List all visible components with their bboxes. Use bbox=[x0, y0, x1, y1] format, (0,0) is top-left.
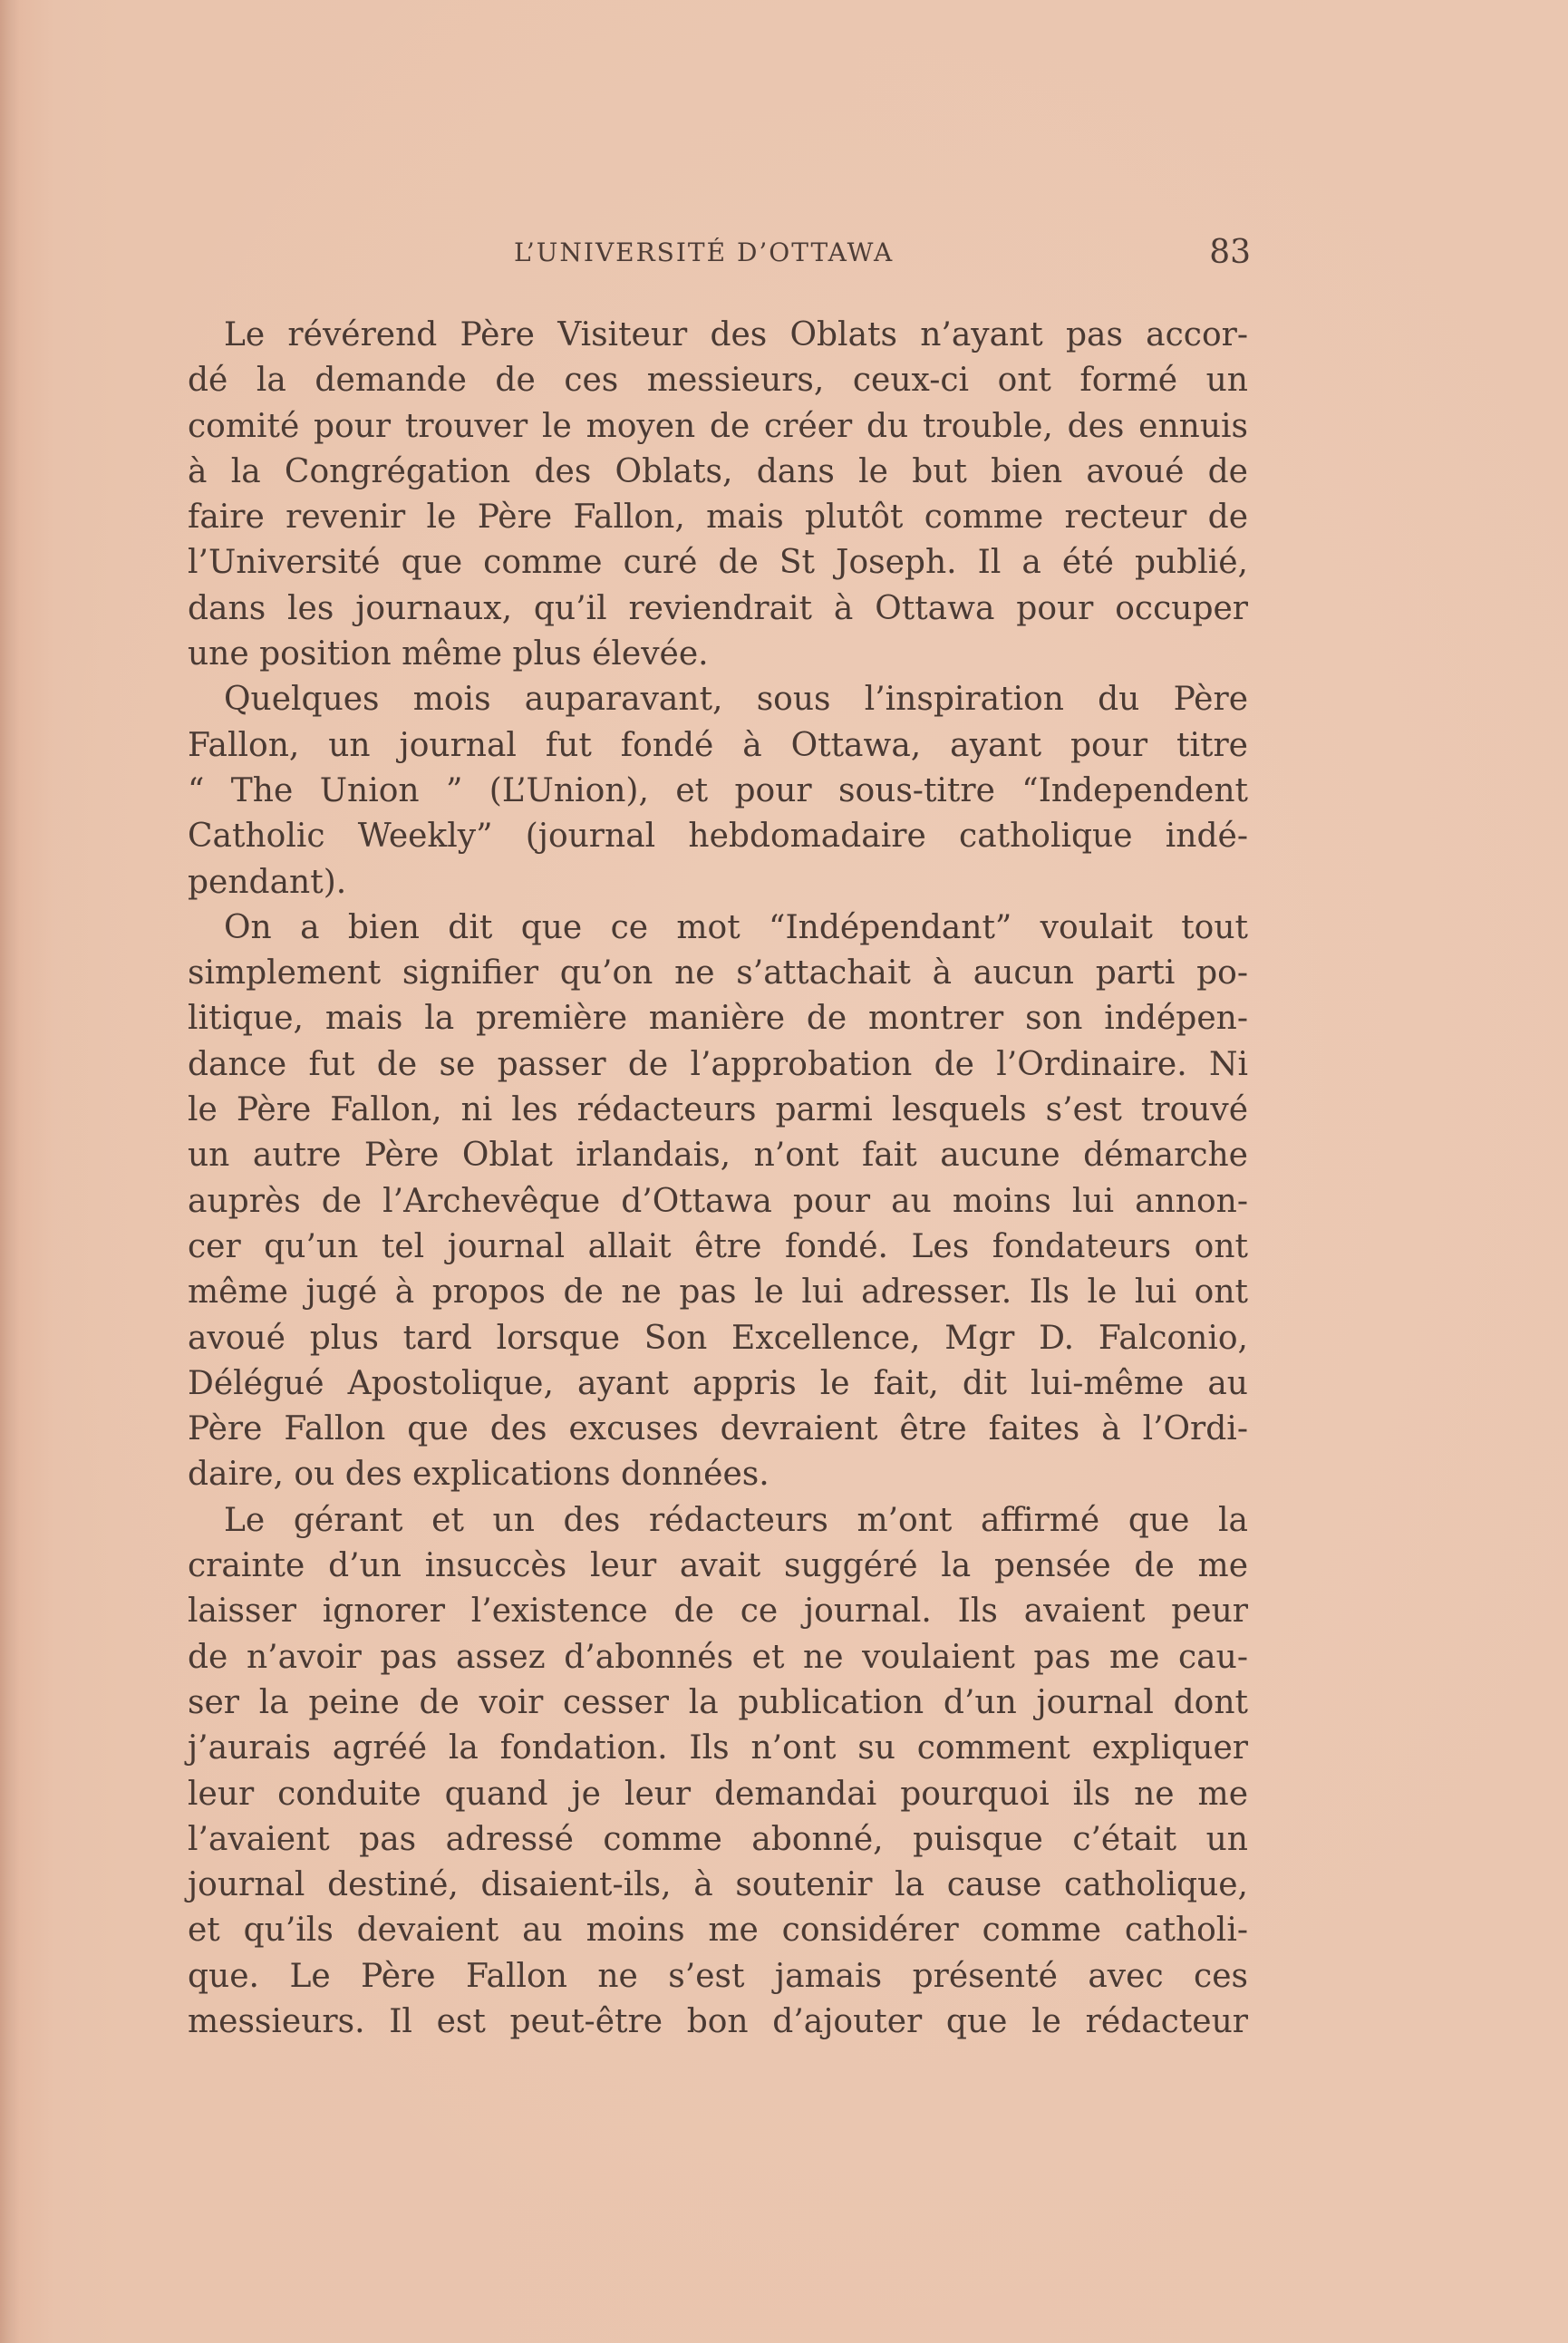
text-line: simplement signifier qu’on ne s’attachait à aucun parti po- bbox=[188, 954, 1248, 992]
text-line: Le révérend Père Visiteur des Oblats n’ayant pas accor- bbox=[224, 316, 1248, 353]
paragraph-1 bbox=[188, 313, 1248, 677]
text-line: avoué plus tard lorsque Son Excellence, Mgr D. Falconio, bbox=[188, 1319, 1248, 1357]
text-line: une position même plus élevée. bbox=[188, 635, 709, 673]
page-number: 83 bbox=[1209, 234, 1251, 271]
text-line: Quelques mois auparavant, sous l’inspiration du Père bbox=[224, 681, 1248, 719]
text-line: “ The Union ” (L’Union), et pour sous-titre “Independent bbox=[188, 771, 1248, 809]
text-line: Le gérant et un des rédacteurs m’ont affirmé que la bbox=[224, 1501, 1248, 1539]
text-line: même jugé à propos de ne pas le lui adresser. Ils le lui ont bbox=[188, 1273, 1248, 1312]
text-line: cer qu’un tel journal allait être fondé. Les fondateurs ont bbox=[188, 1227, 1248, 1265]
text-line: auprès de l’Archevêque d’Ottawa pour au moins lui annon- bbox=[188, 1182, 1248, 1220]
text-line: journal destiné, disaient-ils, à soutenir la cause catholique, bbox=[188, 1866, 1248, 1904]
text-line: dance fut de se passer de l’approbation de l’Ordinaire. Ni bbox=[188, 1045, 1248, 1083]
text-line: On a bien dit que ce mot “Indépendant” voulait tout bbox=[224, 908, 1248, 946]
body-text bbox=[188, 313, 1248, 2045]
text-line: dé la demande de ces messieurs, ceux-ci ont formé un bbox=[188, 362, 1248, 400]
text-line: et qu’ils devaient au moins me considérer comme catholi- bbox=[188, 1912, 1248, 1950]
text-line: que. Le Père Fallon ne s’est jamais présenté avec ces bbox=[188, 1957, 1248, 1995]
text-line: crainte d’un insuccès leur avait suggéré la pensée de me bbox=[188, 1547, 1248, 1585]
text-line: de n’avoir pas assez d’abonnés et ne voulaient pas me cau- bbox=[188, 1638, 1248, 1676]
text-line: daire, ou des explications données. bbox=[188, 1456, 769, 1494]
text-line: Fallon, un journal fut fondé à Ottawa, ayant pour titre bbox=[188, 726, 1248, 764]
text-line: faire revenir le Père Fallon, mais plutôt comme recteur de bbox=[188, 499, 1248, 537]
text-line: l’avaient pas adressé comme abonné, puisque c’était un bbox=[188, 1820, 1248, 1858]
text-line: dans les journaux, qu’il reviendrait à Ottawa pour occuper bbox=[188, 589, 1248, 627]
text-line: un autre Père Oblat irlandais, n’ont fait aucune démarche bbox=[188, 1137, 1248, 1175]
text-line: le Père Fallon, ni les rédacteurs parmi lesquels s’est trouvé bbox=[188, 1091, 1248, 1129]
text-line: Père Fallon que des excuses devraient être faites à l’Ordi- bbox=[188, 1410, 1248, 1448]
running-title: L’UNIVERSITÉ D’OTTAWA bbox=[514, 237, 895, 267]
text-line: Catholic Weekly” (journal hebdomadaire catholique indé- bbox=[188, 818, 1248, 856]
text-line: ser la peine de voir cesser la publication d’un journal dont bbox=[188, 1683, 1248, 1721]
text-line: à la Congrégation des Oblats, dans le but bien avoué de bbox=[188, 452, 1248, 490]
paragraph-4 bbox=[188, 1498, 1248, 2046]
text-line: l’Université que comme curé de St Joseph. Il a été publié, bbox=[188, 544, 1248, 582]
text-line: Délégué Apostolique, ayant appris le fait, dit lui-même au bbox=[188, 1364, 1248, 1402]
paragraph-2 bbox=[188, 677, 1248, 905]
page-gutter-shadow bbox=[0, 0, 20, 2343]
paragraph-3 bbox=[188, 905, 1248, 1498]
text-line: pendant). bbox=[188, 863, 347, 901]
page-header bbox=[186, 234, 1251, 283]
text-line: litique, mais la première manière de montrer son indépen- bbox=[188, 1000, 1248, 1038]
text-line: leur conduite quand je leur demandai pourquoi ils ne me bbox=[188, 1775, 1248, 1813]
text-line: messieurs. Il est peut-être bon d’ajouter que le rédacteur bbox=[188, 2002, 1248, 2040]
text-line: comité pour trouver le moyen de créer du trouble, des ennuis bbox=[188, 407, 1248, 445]
text-line: laisser ignorer l’existence de ce journal. Ils avaient peur bbox=[188, 1593, 1248, 1631]
text-line: j’aurais agréé la fondation. Ils n’ont su comment expliquer bbox=[188, 1729, 1248, 1767]
